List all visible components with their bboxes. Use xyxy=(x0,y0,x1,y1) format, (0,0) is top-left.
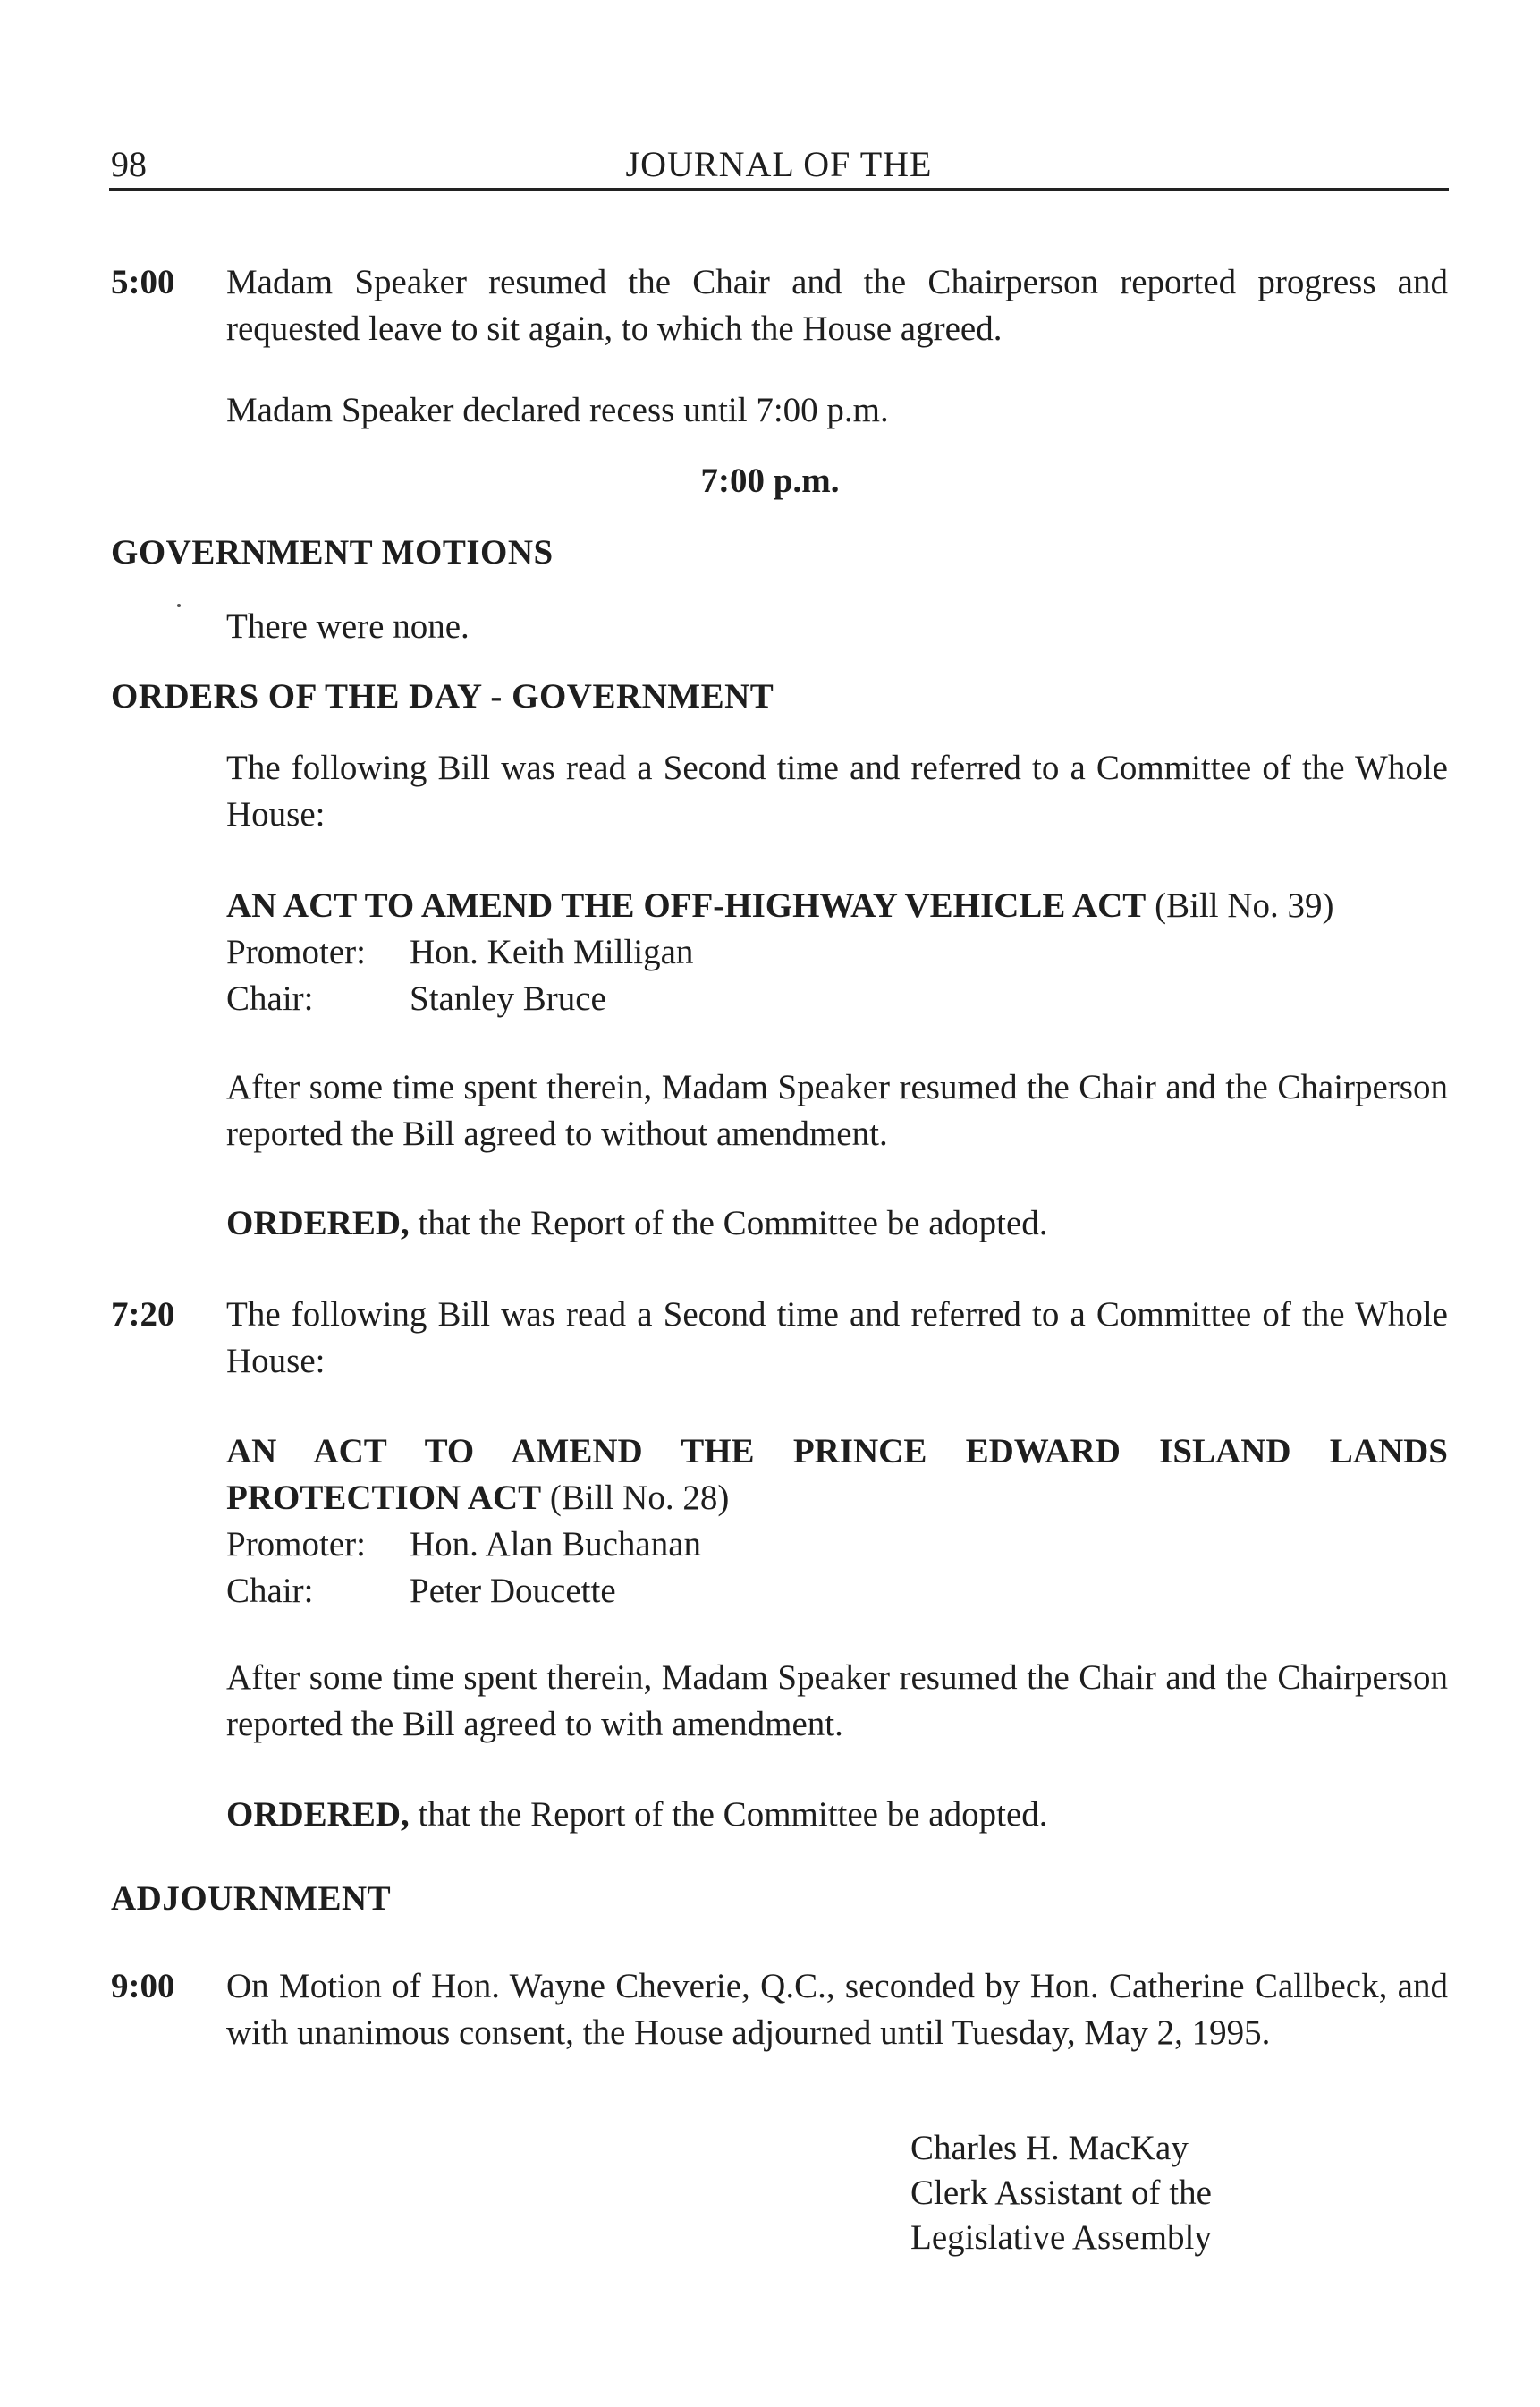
entry-text-5-00: Madam Speaker resumed the Chair and the Chairperson reported progress and requested leave to sit again, to which the House agreed. xyxy=(226,263,1448,348)
bill1-chair-row xyxy=(226,976,606,1022)
bill2-chair-label: Chair: xyxy=(226,1572,314,1610)
bill2-title-line2: PROTECTION ACT xyxy=(226,1479,542,1517)
header-rule xyxy=(109,188,1449,191)
signature-title-line2: Legislative Assembly xyxy=(910,2218,1212,2257)
bill2-title-line2-row xyxy=(226,1475,729,1521)
bill2-promoter: Hon. Alan Buchanan xyxy=(410,1525,702,1564)
bill1-chair: Stanley Bruce xyxy=(410,979,606,1018)
entry-time-5-00: 5:00 xyxy=(111,263,175,301)
bill2-result: After some time spent therein, Madam Speaker resumed the Chair and the Chairperson reported the Bill agreed to with amendment. xyxy=(226,1658,1448,1743)
bill1-number: (Bill No. 39) xyxy=(1155,886,1334,925)
bill2-number: (Bill No. 28) xyxy=(549,1479,730,1517)
bill2-ordered-text: that the Report of the Committee be adopted. xyxy=(418,1795,1048,1834)
entry-time-9-00: 9:00 xyxy=(111,1967,175,2005)
signature-name: Charles H. MacKay xyxy=(910,2129,1189,2167)
bill2-intro: The following Bill was read a Second time and referred to a Committee of the Whole House: xyxy=(226,1295,1448,1380)
bill2-ordered-label: ORDERED, xyxy=(226,1795,410,1834)
bill1-ordered-text: that the Report of the Committee be adopted. xyxy=(418,1204,1048,1242)
signature-block xyxy=(910,2126,1212,2260)
recess-text: Madam Speaker declared recess until 7:00 p.m. xyxy=(226,391,889,429)
bill2-chair-row xyxy=(226,1568,616,1615)
bill1-chair-label: Chair: xyxy=(226,979,314,1018)
bill1-promoter: Hon. Keith Milligan xyxy=(410,933,694,971)
page-number: 98 xyxy=(111,144,147,184)
bill1-title-line xyxy=(226,883,1448,929)
page-header xyxy=(111,134,1447,188)
government-motions-heading: GOVERNMENT MOTIONS xyxy=(111,533,554,572)
orders-of-the-day-heading: ORDERS OF THE DAY - GOVERNMENT xyxy=(111,677,774,716)
bill2-chair: Peter Doucette xyxy=(410,1572,616,1610)
bill1-title: AN ACT TO AMEND THE OFF-HIGHWAY VEHICLE ACT xyxy=(226,886,1147,925)
bill2-title-line1: AN ACT TO AMEND THE PRINCE EDWARD ISLAND LANDS xyxy=(226,1432,1448,1470)
adjournment-text: On Motion of Hon. Wayne Cheverie, Q.C., seconded by Hon. Catherine Callbeck, and with unanimous consent, the House adjourned until Tuesday, May 2, 1995. xyxy=(226,1967,1448,2052)
bill1-promoter-label: Promoter: xyxy=(226,933,366,971)
bill1-promoter-row xyxy=(226,929,693,976)
entry-time-7-20: 7:20 xyxy=(111,1295,175,1334)
signature-title-line1: Clerk Assistant of the xyxy=(910,2174,1212,2212)
bill2-ordered xyxy=(226,1792,1048,1838)
bill1-intro: The following Bill was read a Second time and referred to a Committee of the Whole House: xyxy=(226,749,1448,834)
bill1-ordered xyxy=(226,1200,1048,1247)
government-motions-text: There were none. xyxy=(226,607,470,646)
stray-mark xyxy=(177,604,181,607)
bill1-result: After some time spent therein, Madam Speaker resumed the Chair and the Chairperson reported the Bill agreed to without amendment. xyxy=(226,1068,1448,1153)
adjournment-heading: ADJOURNMENT xyxy=(111,1879,392,1918)
bill1-ordered-label: ORDERED, xyxy=(226,1204,410,1242)
bill2-title-line1-wrap xyxy=(226,1428,1448,1475)
bill2-promoter-row xyxy=(226,1521,701,1568)
evening-time: 7:00 p.m. xyxy=(700,462,840,500)
bill2-promoter-label: Promoter: xyxy=(226,1525,366,1564)
running-title: JOURNAL OF THE xyxy=(625,144,933,184)
